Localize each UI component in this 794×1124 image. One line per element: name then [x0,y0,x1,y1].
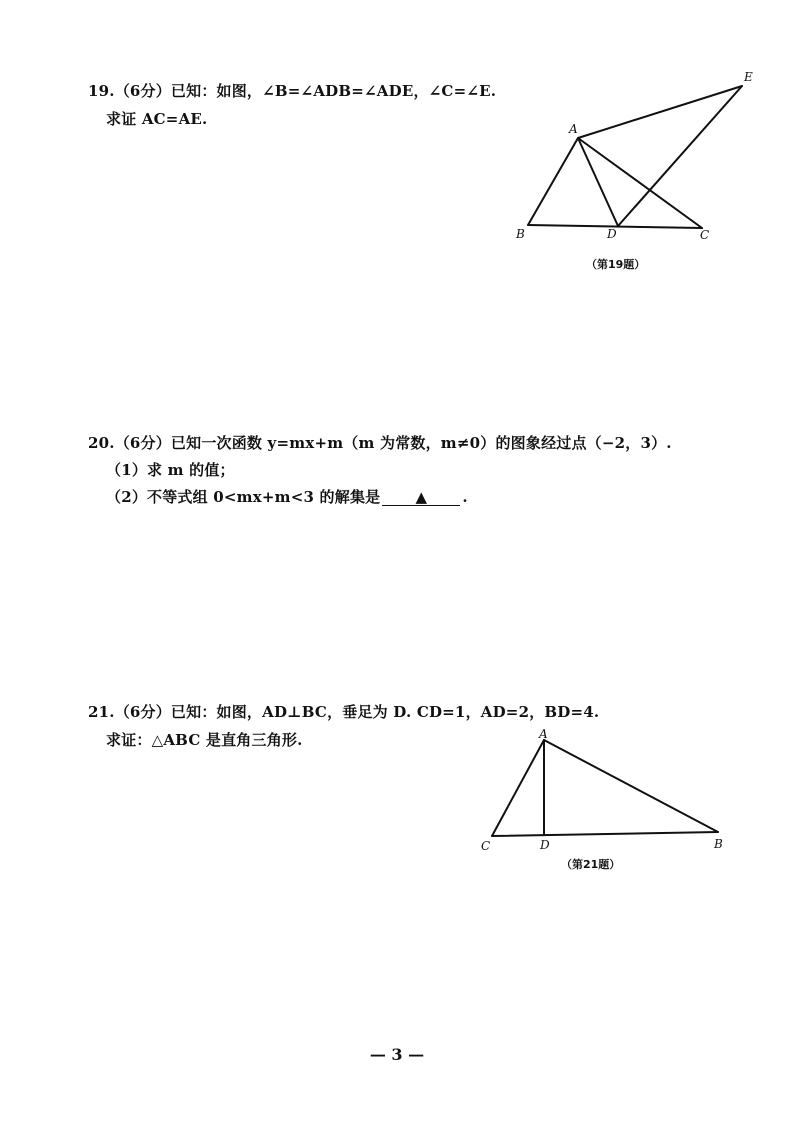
figure-21-caption: （第21题） [561,858,621,871]
segment-ad [578,138,618,226]
segment-ab-21 [544,740,718,832]
triangle-icon: ▲ [415,488,428,506]
point-label-b: B [516,227,525,241]
q20-part2-prefix: （2）不等式组 0<mx+m<3 的解集是 [106,488,381,506]
point-label-a-21: A [539,727,548,741]
figure-19 [528,86,742,228]
segment-ae [578,86,742,138]
figure-19-caption: （第19题） [586,258,646,271]
point-label-a: A [569,122,578,136]
figure-21 [492,740,718,836]
point-label-c-21: C [481,839,491,853]
segment-de [618,86,742,226]
segment-cb-21 [492,832,718,836]
point-label-d-21: D [540,838,550,852]
segment-ac-21 [492,740,544,836]
segment-ab [528,138,578,225]
point-label-c: C [700,228,710,242]
q20-statement: 20.（6分）已知一次函数 y=mx+m（m 为常数，m≠0）的图象经过点（−2，3）. [88,434,672,452]
q21-prove: 求证：△ABC 是直角三角形. [106,731,303,749]
point-label-b-21: B [714,837,723,851]
page-number: — 3 — [369,1045,425,1064]
point-label-d: D [607,227,617,241]
q19-prove: 求证 AC=AE. [106,110,208,128]
q19-statement: 19.（6分）已知：如图，∠B=∠ADB=∠ADE，∠C=∠E. [88,82,497,100]
q20-part2-suffix: . [462,488,468,506]
q20-part1: （1）求 m 的值； [106,461,235,479]
point-label-e: E [744,70,753,84]
q21-statement: 21.（6分）已知：如图，AD⊥BC，垂足为 D. CD=1，AD=2，BD=4. [88,703,600,721]
